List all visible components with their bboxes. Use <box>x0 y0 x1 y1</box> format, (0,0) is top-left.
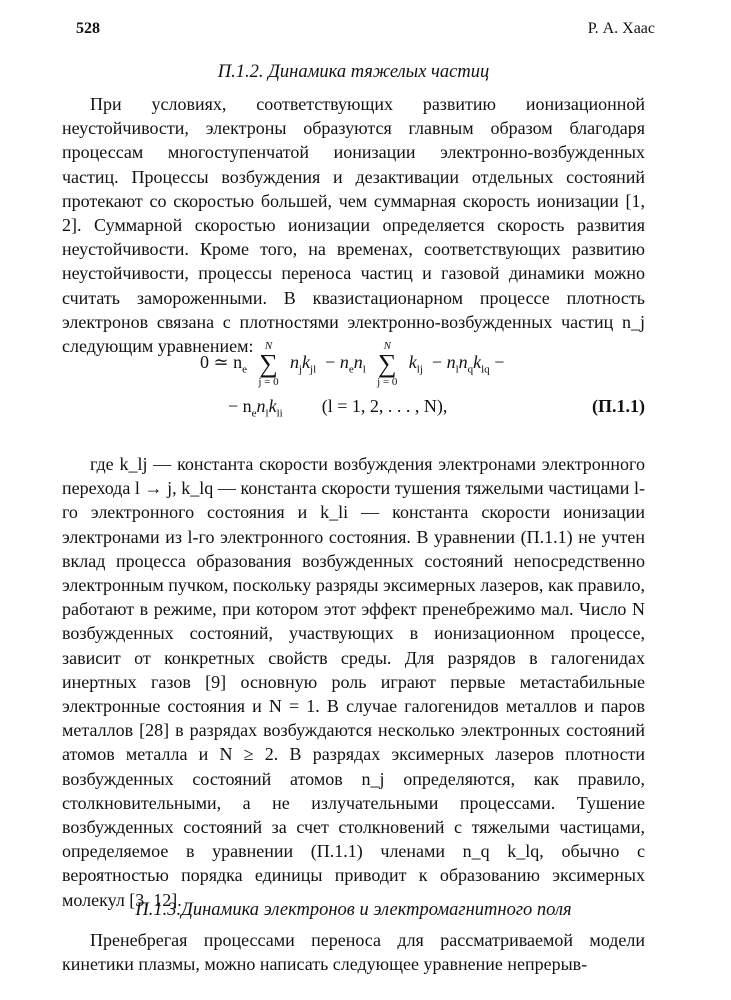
equation-p-1-1 <box>62 336 645 436</box>
page-number: 528 <box>76 20 100 37</box>
paragraph-continuation: Пренебрегая процессами переноса для рассматриваемой модели кинетики плазмы, можно написать следующее уравнение непрерыв- <box>62 930 645 975</box>
equation-number: (П.1.1) <box>592 396 645 416</box>
paragraph-explanation: где k_lj — константа скорости возбуждения электронами электронного перехода l → j, k_lq — константа скорости тушения тяжелыми частицами l-го электронного состояния и k_li — константа скорости ионизации электронами из l-го электронного состояния. В уравнении (П.1.1) не учтен вклад процесса образования возбужденных состояний непосредственно электронным пучком, поскольку разряды эксимерных лазеров, как правило, работают в режиме, при котором этот эффект пренебрежимо мал. Число N возбужденных состояний, участвующих в ионизационном процессе, зависит от конкретных свойств среды. Для разрядов в галогенидах инертных газов [9] основную роль играют первые метастабильные электронные состояния и N = 1. В случае галогенидов металлов и паров металлов [28] в разрядах возбуждаются несколько электронных состояний атомов металла и N ≥ 2. В разрядах эксимерных лазеров плотности возбужденных состояний атомов n_j определяются, как правило, столкновительными, а не излучательными процессами. Тушение возбужденных состояний за счет столкновений с тяжелыми частицами, определяемое в уравнении (П.1.1) членами n_q k_lq, обычно с вероятностью порядка единицы приводит к образованию эксимерных молекул [3, 12]. <box>62 454 645 910</box>
equation-line-1: 0 ≃ $n_e$ N ∑ j = 0 $n_jk_{jl} - n_en_l$ N ∑ j = 0 $k_{lj} - n_ln_qk_{lq}$ − <box>200 340 505 388</box>
running-author: Р. А. Хаас <box>587 20 655 37</box>
sum-symbol-1: N ∑ j = 0 <box>258 340 279 388</box>
equation-line-2: − $n_en_lk_{li}$ (l = 1, 2, . . . , N), <box>228 396 448 420</box>
paragraph-intro: При условиях, соответствующих развитию ионизационной неустойчивости, электроны образуются главным образом благодаря процессам многоступенчатой ионизации электронно-возбужденных частиц. Процессы возбуждения и дезактивации отдельных состояний протекают со скоростью большей, чем суммарная скорость ионизации [1, 2]. Суммарной скоростью ионизации определяется скорость развития неустойчивости. Кроме того, на временах, соответствующих развитию неустойчивости, процессы переноса частиц и газовой динамики можно считать замороженными. В квазистационарном процессе плотность электронов связана с плотностями электронно-возбужденных частиц n_j следующим уравнением: <box>62 94 645 357</box>
equation-range: (l = 1, 2, . . . , N), <box>321 396 448 416</box>
section-heading-1: П.1.2. Динамика тяжелых частиц <box>217 62 490 82</box>
eq-lhs: 0 ≃ $n_e$ <box>200 352 247 376</box>
running-head <box>76 18 655 42</box>
section-heading-2: П.1.3.Динамика электронов и электромагнитного поля <box>135 900 572 920</box>
sum-symbol-2: N ∑ j = 0 <box>377 340 398 388</box>
